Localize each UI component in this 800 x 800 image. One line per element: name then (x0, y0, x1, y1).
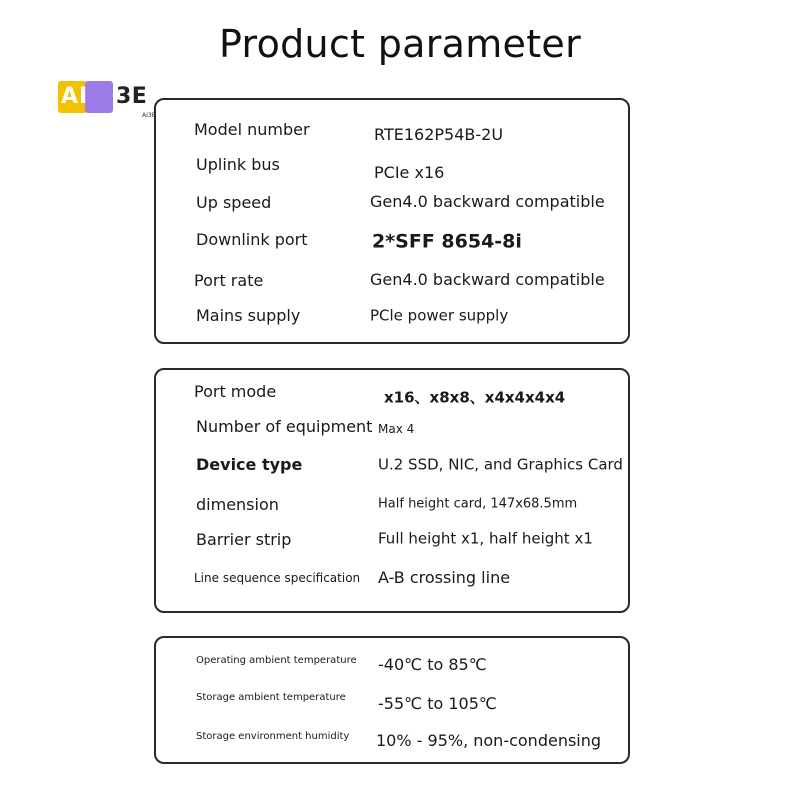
brand-logo (58, 81, 158, 121)
spec-panel-environment (154, 636, 630, 764)
spec-label: Storage ambient temperature (196, 692, 346, 703)
logo-letters-secondary: 3E (116, 84, 148, 109)
spec-value: U.2 SSD, NIC, and Graphics Card (378, 455, 623, 474)
spec-value: Full height x1, half height x1 (378, 529, 593, 548)
spec-label: Barrier strip (196, 530, 292, 549)
spec-value: -55℃ to 105℃ (378, 694, 497, 713)
spec-label: Up speed (196, 193, 272, 212)
spec-panel-interface (154, 98, 630, 344)
spec-value: Gen4.0 backward compatible (370, 192, 605, 211)
spec-value-emphasis: 2*SFF 8654-8i (372, 230, 522, 253)
spec-value: PCIe x16 (374, 163, 445, 182)
spec-value: Half height card, 147x68.5mm (378, 496, 578, 512)
logo-tagline: AI3E (142, 112, 156, 119)
spec-value: Gen4.0 backward compatible (370, 270, 605, 289)
spec-label: dimension (196, 495, 279, 514)
spec-label: Uplink bus (196, 155, 280, 174)
spec-label: Port rate (194, 271, 264, 290)
logo-purple-tile (85, 81, 113, 113)
spec-panel-configuration (154, 368, 630, 613)
page-title: Product parameter (218, 22, 582, 66)
spec-value: x16、x8x8、x4x4x4x4 (384, 388, 566, 407)
spec-label: Downlink port (196, 230, 308, 249)
spec-label: Number of equipment (196, 417, 373, 436)
spec-value: PCle power supply (370, 306, 509, 325)
spec-value: A-B crossing line (378, 568, 511, 587)
spec-label: Port mode (194, 382, 277, 401)
spec-label: Device type (196, 455, 303, 474)
spec-value: RTE162P54B-2U (374, 125, 504, 144)
logo-letters: AI (61, 84, 89, 109)
spec-label: Operating ambient temperature (196, 655, 357, 666)
spec-value: Max 4 (378, 422, 415, 436)
spec-label: Storage environment humidity (196, 731, 350, 742)
spec-value: -40℃ to 85℃ (378, 655, 487, 674)
spec-label: Line sequence specification (194, 571, 361, 585)
spec-value: 10% - 95%, non-condensing (376, 731, 602, 750)
spec-label: Mains supply (196, 306, 301, 325)
spec-label: Model number (194, 120, 310, 139)
